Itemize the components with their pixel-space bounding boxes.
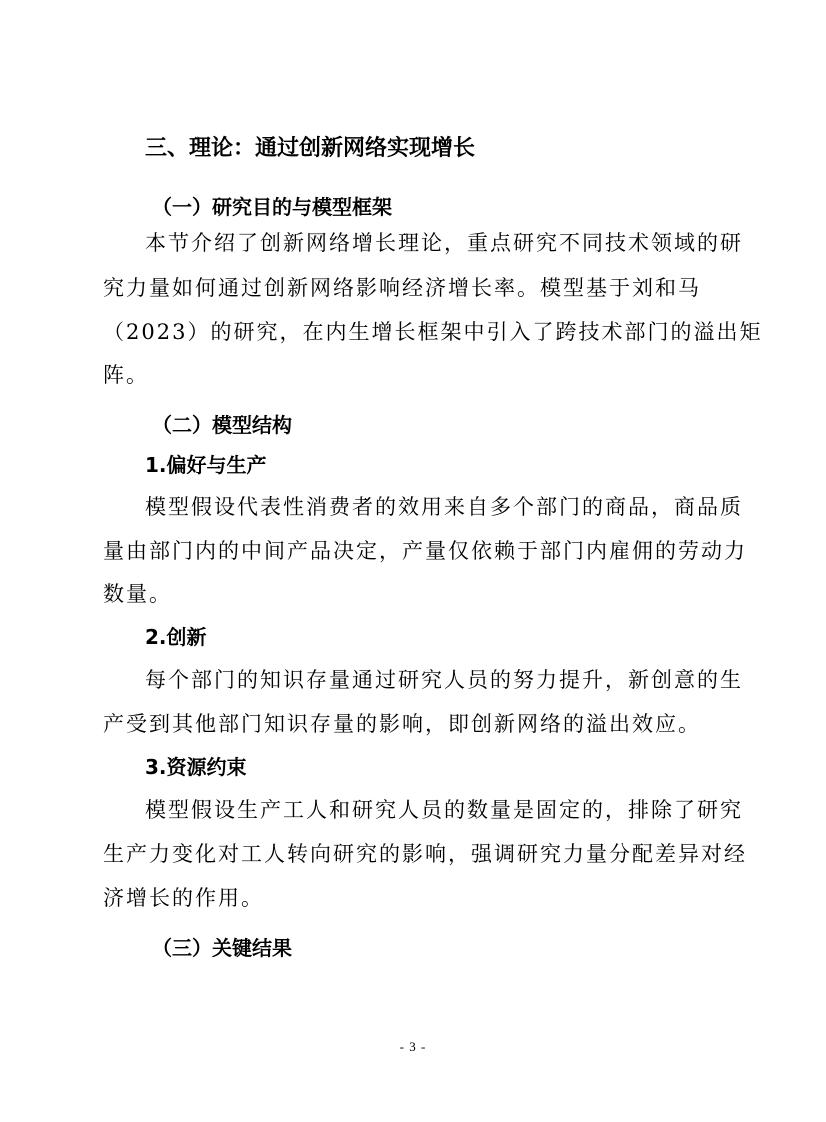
paragraph-line: 量由部门内的中间产品决定，产量仅依赖于部门内雇佣的劳动力 — [103, 539, 747, 563]
paragraph-line: 阵。 — [103, 363, 149, 387]
paragraph-line: 模型假设生产工人和研究人员的数量是固定的，排除了研究 — [145, 798, 743, 822]
subsection-heading-purpose: （一）研究目的与模型框架 — [152, 195, 392, 219]
paragraph-line: 究力量如何通过创新网络影响经济增长率。模型基于刘和马 — [103, 276, 701, 300]
subsection-heading-structure: （二）模型结构 — [152, 413, 292, 437]
paragraph-line: （2023）的研究，在内生增长框架中引入了跨技术部门的溢出矩 — [103, 320, 763, 344]
paragraph-line: 济增长的作用。 — [103, 886, 264, 910]
page-number: - 3 - — [399, 1039, 427, 1054]
paragraph-line: 模型假设代表性消费者的效用来自多个部门的商品，商品质 — [145, 495, 743, 519]
subsection-heading-results: （三）关键结果 — [152, 936, 292, 960]
section-title: 三、理论：通过创新网络实现增长 — [145, 136, 476, 161]
paragraph-line: 本节介绍了创新网络增长理论，重点研究不同技术领域的研 — [145, 231, 743, 255]
paragraph-line: 数量。 — [103, 582, 172, 606]
paragraph-line: 每个部门的知识存量通过研究人员的努力提升，新创意的生 — [145, 668, 743, 692]
part-heading-innovation: 2.创新 — [145, 625, 207, 649]
part-heading-preferences: 1.偏好与生产 — [145, 453, 267, 477]
paragraph-line: 生产力变化对工人转向研究的影响，强调研究力量分配差异对经 — [103, 842, 747, 866]
paragraph-line: 产受到其他部门知识存量的影响，即创新网络的溢出效应。 — [103, 712, 701, 736]
part-heading-resources: 3.资源约束 — [145, 755, 247, 779]
